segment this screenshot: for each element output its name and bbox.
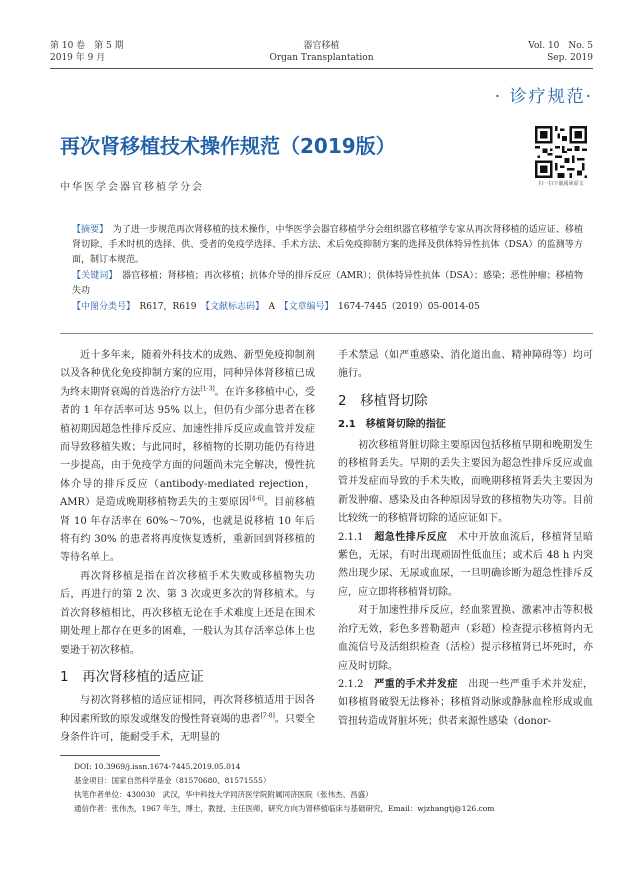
article-title: 再次肾移植技术操作规范（2019版） <box>60 134 396 158</box>
subsection-title: 严重的手术并发症 <box>374 678 458 690</box>
intro-paragraph-1 <box>60 347 315 568</box>
intro-text-1a: 近十多年来，随着外科技术的成熟、新型免疫抑制剂以及各种优化免疫抑制方案的应用，同种异体肾移植已成为终末期肾衰竭的首选治疗方法 <box>60 350 315 398</box>
citation-ref[interactable]: [4-6] <box>249 495 264 503</box>
subsection-2-1-1 <box>338 529 593 603</box>
section1-paragraph <box>60 692 315 747</box>
keywords-text: 器官移植；肾移植；再次移植；抗体介导的排斥反应（AMR）；供体特异性抗体（DSA）；感染；恶性肿瘤；移植物失功 <box>72 271 583 296</box>
abstract-text: 为了进一步规范再次肾移植的技术操作，中华医学会器官移植学分会组织器官移植学专家从再次肾移植的适应证、移植肾切除、手术时机的选择、供、受者的免疫学选择、手术方法、术后免疫抑制方案的选择及供体特异性抗体（DSA）的监测等方面，制订本规范。 <box>72 225 583 265</box>
correspondence-line: 通信作者：张伟杰，1967 年生，博士，教授，主任医师，研究方向为肾移植临床与基础研究，Email：wjzhangtj@126.com <box>74 804 495 813</box>
journal-name-en: Organ Transplantation <box>269 53 374 63</box>
section1-text-a: 与初次肾移植的适应证相同，再次肾移植适用于因各种因素所致的原发或继发的慢性肾衰竭的患者 <box>60 695 315 725</box>
intro-text-1c: 。目前移植肾 10 年存活率在 60%～70%，也就是说移植 10 年后将有约 30% 的患者将再度恢复透析，重新回到肾移植的等待名单上。 <box>60 497 316 564</box>
classification-line <box>72 300 583 315</box>
qr-code-icon[interactable] <box>535 126 587 178</box>
class-text: R617，R619 <box>139 302 197 312</box>
article-author: 中华医学会器官移植学分会 <box>60 182 204 193</box>
volume-issue: 第 10 卷 第 5 期 <box>50 41 124 51</box>
continued-paragraph: 手术禁忌（如严重感染、消化道出血、精神障碍等）均可施行。 <box>338 350 593 380</box>
running-header <box>50 40 593 68</box>
abstract-label: 【摘要】 <box>72 225 104 235</box>
subsection-2-1-2 <box>338 676 593 731</box>
subsection-number: 2.1.1 <box>338 531 364 543</box>
qr-code-label: 扫一扫下载阅读原文 <box>538 181 584 187</box>
right-column <box>338 347 593 731</box>
journal-name-cn: 器官移植 <box>303 41 340 51</box>
section2-paragraph-1: 初次移植肾脏切除主要原因包括移植早期和晚期发生的移植肾丢失。早期的丢失主要因为超急性排斥反应或血管并发症而导致的手术失败，而晚期移植肾丢失主要因为新发肿瘤、感染及由各种原因导致的移植物失功等。目前比较统一的移植肾切除的适应证如下。 <box>338 439 593 525</box>
author-unit-line: 执笔作者单位：430030 武汉，华中科技大学同济医学院附属同济医院（张伟杰、昌盛） <box>74 790 373 799</box>
doc-code-text: A <box>268 302 275 312</box>
intro-text-1b: 。在许多移植中心，受者的 1 年存活率可达 95% 以上，但仍有少部分患者在移植初期因超急性排斥反应、加速性排斥反应或血管并发症而导致移植失败；与此同时，移植物的长期功能仍有待进一步提高，由于免疫学方面的问题尚未完全解决，慢性抗体介导的排斥反应（antibody-mediated rejection，AMR）是造成晚期移植物丢失的主要原因 <box>60 386 316 509</box>
keywords-paragraph <box>72 269 583 299</box>
issue-date: 2019 年 9 月 <box>50 53 106 63</box>
abstract-paragraph <box>72 223 583 268</box>
keywords-label: 【关键词】 <box>72 271 113 281</box>
section-heading-1: 1 再次肾移植的适应证 <box>60 668 204 685</box>
subsection-title: 超急性排斥反应 <box>374 531 448 543</box>
abstract-block <box>72 223 583 316</box>
article-number-text: 1674-7445（2019）05-0014-05 <box>338 302 480 312</box>
intro-paragraph-2: 再次肾移植是指在首次移植手术失败或移植物失功后，再进行的第 2 次、第 3 次或更多次的肾移植术。与首次肾移植相比，再次移植无论在手术难度上还是在围术期处理上都存在更多的困难，一般认为其存活率总体上也要逊于初次移植。 <box>60 570 315 656</box>
section2-paragraph-2: 对于加速性排斥反应，经血浆置换、激素冲击等积极治疗无效，彩色多普勒超声（彩超）检查提示移植肾内无血流信号及活组织检查（活检）提示移植肾已坏死时，亦应及时切除。 <box>338 605 593 672</box>
class-label: 【中图分类号】 <box>72 302 131 312</box>
section-tag: · 诊疗规范· <box>494 87 593 107</box>
volume-issue-en: Vol. 10 No. 5 <box>528 41 593 51</box>
subsection-text: 出现一些严重手术并发症，如移植肾破裂无法修补；移植肾动脉或静脉血栓形成或血管扭转造成肾脏坏死；供者来源性感染（donor- <box>338 678 594 727</box>
journal-volume-en <box>528 40 593 64</box>
journal-name <box>50 40 593 64</box>
article-number-label: 【文章编号】 <box>284 302 330 312</box>
fund-line: 基金项目：国家自然科学基金（81570680、81571555） <box>74 776 271 785</box>
header-divider <box>50 68 593 69</box>
subsection-heading-2-1: 2.1 移植肾切除的指征 <box>338 419 446 431</box>
section1-text-b: 。只要全身条件许可，能耐受手术，无明显的 <box>60 713 315 744</box>
abstract-divider <box>60 333 593 334</box>
citation-ref[interactable]: [1-3] <box>200 385 215 393</box>
section-heading-2: 2 移植肾切除 <box>338 392 428 409</box>
doi-line[interactable]: DOI: 10.3969/j.issn.1674-7445.2019.05.014 <box>74 762 241 771</box>
subsection-number: 2.1.2 <box>338 678 364 690</box>
doc-code-label: 【文献标志码】 <box>205 302 260 312</box>
left-column <box>60 347 315 748</box>
footnote-block <box>74 760 593 816</box>
citation-ref[interactable]: [7-8] <box>260 712 275 720</box>
issue-date-en: Sep. 2019 <box>547 53 593 63</box>
footnote-divider <box>60 755 160 756</box>
subsection-text: 术中开放血流后，移植肾呈暗紫色，无尿，有时出现顽固性低血压；或术后 48 h 内突然出现少尿、无尿或血尿，一旦明确诊断为超急性排斥反应，应立即将移植肾切除。 <box>338 531 594 598</box>
